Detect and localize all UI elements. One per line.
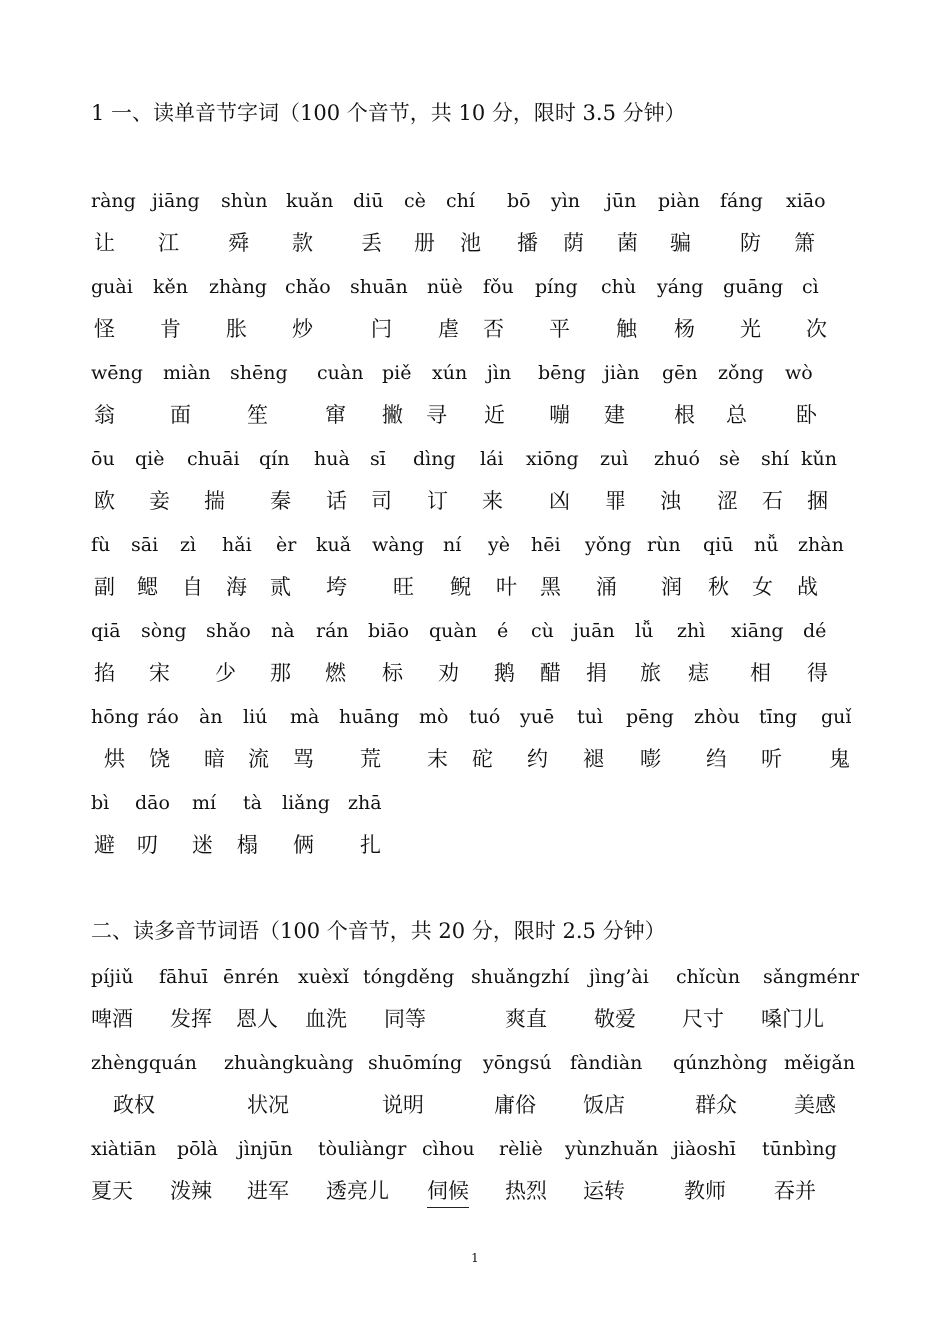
pinyin-syllable: kuǎ xyxy=(316,534,352,556)
pinyin-syllable: juān xyxy=(573,620,615,642)
pinyin-row xyxy=(0,444,950,474)
hanzi-character: 少 xyxy=(215,661,236,685)
pinyin-syllable: bō xyxy=(507,190,531,212)
pinyin-syllable: kǔn xyxy=(801,448,837,470)
pinyin-syllable: cè xyxy=(404,190,426,212)
hanzi-character: 黑 xyxy=(540,575,561,599)
hanzi-character: 叨 xyxy=(137,833,158,857)
pinyin-syllable: pōlà xyxy=(177,1138,219,1160)
pinyin-syllable: chí xyxy=(446,190,475,212)
pinyin-row xyxy=(0,1048,950,1078)
hanzi-character: 标 xyxy=(382,661,403,685)
pinyin-syllable: tòuliàngr xyxy=(318,1138,407,1160)
hanzi-character: 次 xyxy=(806,317,827,341)
pinyin-syllable: nà xyxy=(271,620,295,642)
hanzi-character: 垮 xyxy=(326,575,347,599)
hanzi-character: 揣 xyxy=(204,489,225,513)
hanzi-character: 迷 xyxy=(192,833,213,857)
hanzi-character: 款 xyxy=(292,231,313,255)
hanzi-character: 啤酒 xyxy=(91,1007,133,1031)
pinyin-syllable: cù xyxy=(531,620,554,642)
pinyin-syllable: èr xyxy=(276,534,297,556)
pinyin-row xyxy=(0,186,950,216)
hanzi-character: 话 xyxy=(326,489,347,513)
hanzi-row xyxy=(0,658,950,688)
pinyin-syllable: tuì xyxy=(577,706,603,728)
pinyin-syllable: sè xyxy=(719,448,740,470)
hanzi-character: 捆 xyxy=(807,489,828,513)
hanzi-row xyxy=(0,314,950,344)
hanzi-character: 群众 xyxy=(695,1093,737,1117)
pinyin-syllable: wàng xyxy=(372,534,424,556)
hanzi-character: 血洗 xyxy=(305,1007,347,1031)
pinyin-syllable: zhuó xyxy=(654,448,700,470)
hanzi-character: 政权 xyxy=(113,1093,155,1117)
pinyin-syllable: biāo xyxy=(368,620,410,642)
pinyin-syllable: huāng xyxy=(339,706,400,728)
hanzi-character: 尺寸 xyxy=(682,1007,724,1031)
pinyin-syllable: fǒu xyxy=(483,276,514,298)
pinyin-syllable: liú xyxy=(243,706,268,728)
hanzi-character: 运转 xyxy=(583,1179,625,1203)
pinyin-syllable: miàn xyxy=(163,362,211,384)
hanzi-character: 庸俗 xyxy=(494,1093,536,1117)
pinyin-syllable: zhòu xyxy=(694,706,740,728)
hanzi-character: 掐 xyxy=(94,661,115,685)
hanzi-character: 战 xyxy=(797,575,818,599)
pinyin-syllable: bì xyxy=(91,792,110,814)
pinyin-syllable: zhuàngkuàng xyxy=(224,1052,354,1074)
hanzi-character: 播 xyxy=(517,231,538,255)
pinyin-syllable: pēng xyxy=(626,706,674,728)
pinyin-syllable: wēng xyxy=(91,362,143,384)
hanzi-character: 状况 xyxy=(247,1093,289,1117)
hanzi-character: 平 xyxy=(549,317,570,341)
hanzi-character: 池 xyxy=(460,231,481,255)
pinyin-syllable: zuì xyxy=(600,448,629,470)
hanzi-character: 副 xyxy=(94,575,115,599)
hanzi-character: 寻 xyxy=(426,403,447,427)
pinyin-syllable: yōngsú xyxy=(483,1052,552,1074)
hanzi-character: 发挥 xyxy=(170,1007,212,1031)
pinyin-syllable: xuèxǐ xyxy=(298,966,349,988)
pinyin-syllable: mí xyxy=(192,792,217,814)
hanzi-character: 鲵 xyxy=(450,575,471,599)
hanzi-character: 总 xyxy=(726,403,747,427)
hanzi-character: 杨 xyxy=(674,317,695,341)
pinyin-syllable: quàn xyxy=(429,620,477,642)
hanzi-character: 根 xyxy=(674,403,695,427)
hanzi-character: 俩 xyxy=(293,833,314,857)
hanzi-character: 来 xyxy=(482,489,503,513)
page-number: 1 xyxy=(471,1251,479,1265)
pinyin-syllable: sòng xyxy=(141,620,187,642)
hanzi-character: 避 xyxy=(94,833,115,857)
pinyin-syllable: zì xyxy=(180,534,197,556)
hanzi-character: 闩 xyxy=(371,317,392,341)
pinyin-syllable: é xyxy=(497,620,509,642)
pinyin-syllable: àn xyxy=(199,706,223,728)
hanzi-character: 卧 xyxy=(796,403,817,427)
pinyin-syllable: guài xyxy=(91,276,133,298)
pinyin-row xyxy=(0,358,950,388)
pinyin-syllable: mò xyxy=(419,706,449,728)
hanzi-character: 笙 xyxy=(247,403,268,427)
hanzi-character: 防 xyxy=(740,231,761,255)
hanzi-character: 旅 xyxy=(640,661,661,685)
pinyin-syllable: měigǎn xyxy=(784,1052,856,1074)
pinyin-syllable: nǚ xyxy=(754,534,779,556)
pinyin-syllable: xiōng xyxy=(526,448,579,470)
pinyin-row xyxy=(0,702,950,732)
pinyin-syllable: zǒng xyxy=(718,362,764,384)
pinyin-syllable: shuǎngzhí xyxy=(471,966,570,988)
hanzi-character: 相 xyxy=(750,661,771,685)
hanzi-row xyxy=(0,486,950,516)
hanzi-character: 鳃 xyxy=(137,575,158,599)
pinyin-syllable: tūnbìng xyxy=(762,1138,837,1160)
pinyin-row xyxy=(0,1134,950,1164)
hanzi-character: 痣 xyxy=(688,661,709,685)
hanzi-character: 嗓门儿 xyxy=(761,1007,824,1031)
hanzi-character: 砣 xyxy=(472,747,493,771)
pinyin-syllable: fáng xyxy=(720,190,763,212)
pinyin-syllable: yìn xyxy=(551,190,581,212)
pinyin-syllable: hōng xyxy=(91,706,140,728)
pinyin-syllable: wò xyxy=(785,362,813,384)
hanzi-character: 约 xyxy=(527,747,548,771)
hanzi-row xyxy=(0,1090,950,1120)
hanzi-character: 涩 xyxy=(717,489,738,513)
hanzi-character: 同等 xyxy=(384,1007,426,1031)
pinyin-syllable: chuāi xyxy=(187,448,240,470)
pinyin-syllable: ōu xyxy=(91,448,115,470)
pinyin-syllable: zhàng xyxy=(209,276,267,298)
hanzi-character: 海 xyxy=(226,575,247,599)
hanzi-character: 夏天 xyxy=(91,1179,133,1203)
hanzi-character: 敬爱 xyxy=(594,1007,636,1031)
hanzi-character: 司 xyxy=(371,489,392,513)
pinyin-syllable: xiàtiān xyxy=(91,1138,157,1160)
pinyin-syllable: xiāo xyxy=(786,190,826,212)
hanzi-character: 近 xyxy=(484,403,505,427)
pinyin-syllable: cìhou xyxy=(422,1138,475,1160)
hanzi-character: 褪 xyxy=(583,747,604,771)
hanzi-character: 罪 xyxy=(605,489,626,513)
section-two-heading: 二、读多音节词语（100 个音节，共 20 分，限时 2.5 分钟） xyxy=(91,919,666,943)
pinyin-syllable: jūn xyxy=(606,190,637,212)
hanzi-row xyxy=(0,1176,950,1206)
hanzi-character: 透亮儿 xyxy=(326,1179,389,1203)
hanzi-character: 浊 xyxy=(660,489,681,513)
hanzi-character: 凶 xyxy=(549,489,570,513)
pinyin-syllable: jiāng xyxy=(152,190,200,212)
pinyin-syllable: nüè xyxy=(427,276,463,298)
hanzi-character: 炒 xyxy=(292,317,313,341)
hanzi-character: 流 xyxy=(248,747,269,771)
pinyin-syllable: zhàn xyxy=(798,534,844,556)
pinyin-syllable: píng xyxy=(535,276,578,298)
pinyin-syllable: jìnjūn xyxy=(238,1138,293,1160)
pinyin-syllable: rèliè xyxy=(499,1138,543,1160)
hanzi-character: 荒 xyxy=(360,747,381,771)
pinyin-syllable: cuàn xyxy=(317,362,364,384)
pinyin-row xyxy=(0,530,950,560)
pinyin-syllable: fāhuī xyxy=(159,966,208,988)
pinyin-syllable: jìng’ài xyxy=(589,966,649,988)
pinyin-syllable: jìn xyxy=(487,362,512,384)
pinyin-syllable: jiàoshī xyxy=(673,1138,736,1160)
hanzi-character: 得 xyxy=(807,661,828,685)
hanzi-character: 热烈 xyxy=(505,1179,547,1203)
pinyin-syllable: jiàn xyxy=(604,362,640,384)
pinyin-syllable: bēng xyxy=(538,362,586,384)
hanzi-character: 醋 xyxy=(540,661,561,685)
pinyin-syllable: shí xyxy=(761,448,790,470)
hanzi-character: 丢 xyxy=(361,231,382,255)
pinyin-syllable: qiā xyxy=(91,620,121,642)
hanzi-character: 女 xyxy=(752,575,773,599)
hanzi-character: 秦 xyxy=(270,489,291,513)
hanzi-character: 舜 xyxy=(228,231,249,255)
hanzi-character: 骗 xyxy=(670,231,691,255)
pinyin-syllable: píjiǔ xyxy=(91,966,134,988)
hanzi-row xyxy=(0,572,950,602)
hanzi-character: 撇 xyxy=(382,403,403,427)
pinyin-syllable: tuó xyxy=(469,706,501,728)
hanzi-character: 鹅 xyxy=(494,661,515,685)
pinyin-syllable: mà xyxy=(290,706,320,728)
hanzi-character: 叶 xyxy=(496,575,517,599)
pinyin-syllable: piě xyxy=(382,362,412,384)
pinyin-syllable: xún xyxy=(432,362,468,384)
pinyin-syllable: rùn xyxy=(647,534,681,556)
hanzi-row xyxy=(0,400,950,430)
pinyin-syllable: shēng xyxy=(230,362,288,384)
hanzi-character: 饭店 xyxy=(583,1093,625,1117)
hanzi-character: 烘 xyxy=(104,747,125,771)
hanzi-character: 榻 xyxy=(237,833,258,857)
hanzi-character: 暗 xyxy=(204,747,225,771)
hanzi-character: 秋 xyxy=(708,575,729,599)
hanzi-row xyxy=(0,228,950,258)
pinyin-syllable: qúnzhòng xyxy=(673,1052,768,1074)
hanzi-character: 荫 xyxy=(563,231,584,255)
pinyin-syllable: zhèngquán xyxy=(91,1052,197,1074)
pinyin-syllable: dāo xyxy=(135,792,170,814)
pinyin-syllable: sāi xyxy=(131,534,159,556)
hanzi-character: 虐 xyxy=(438,317,459,341)
pinyin-syllable: tà xyxy=(243,792,262,814)
hanzi-character: 江 xyxy=(158,231,179,255)
section-one-heading: 1 一、读单音节字词（100 个音节，共 10 分，限时 3.5 分钟） xyxy=(91,101,686,125)
hanzi-character: 否 xyxy=(483,317,504,341)
pinyin-syllable: qiū xyxy=(703,534,734,556)
pinyin-syllable: zhā xyxy=(348,792,382,814)
hanzi-character: 光 xyxy=(740,317,761,341)
pinyin-syllable: hēi xyxy=(531,534,561,556)
pinyin-syllable: yùnzhuǎn xyxy=(565,1138,659,1160)
hanzi-character: 扎 xyxy=(360,833,381,857)
pinyin-syllable: kěn xyxy=(153,276,188,298)
hanzi-character: 肯 xyxy=(160,317,181,341)
hanzi-character: 胀 xyxy=(226,317,247,341)
pinyin-syllable: cì xyxy=(802,276,819,298)
hanzi-character: 吞并 xyxy=(774,1179,816,1203)
hanzi-character: 泼辣 xyxy=(170,1179,212,1203)
pinyin-syllable: ní xyxy=(443,534,462,556)
pinyin-syllable: gēn xyxy=(662,362,698,384)
hanzi-character: 末 xyxy=(427,747,448,771)
hanzi-character: 恩人 xyxy=(236,1007,278,1031)
hanzi-character: 旺 xyxy=(393,575,414,599)
hanzi-character: 怪 xyxy=(94,317,115,341)
hanzi-character: 捐 xyxy=(586,661,607,685)
pinyin-syllable: shuōmíng xyxy=(368,1052,463,1074)
hanzi-character: 美感 xyxy=(794,1093,836,1117)
pinyin-syllable: yuē xyxy=(520,706,555,728)
hanzi-character: 绉 xyxy=(706,747,727,771)
hanzi-character: 嘭 xyxy=(640,747,661,771)
pinyin-syllable: ráo xyxy=(147,706,179,728)
hanzi-character: 让 xyxy=(94,231,115,255)
pinyin-syllable: chǎo xyxy=(285,276,331,298)
pinyin-syllable: guǐ xyxy=(821,706,852,728)
hanzi-character: 妾 xyxy=(149,489,170,513)
hanzi-character: 订 xyxy=(427,489,448,513)
pinyin-syllable: chù xyxy=(601,276,637,298)
pinyin-syllable: sǎngménr xyxy=(763,966,860,988)
pinyin-syllable: tóngděng xyxy=(363,966,455,988)
hanzi-character: 听 xyxy=(761,747,782,771)
pinyin-syllable: tīng xyxy=(759,706,798,728)
hanzi-character: 窜 xyxy=(325,403,346,427)
pinyin-syllable: fàndiàn xyxy=(570,1052,643,1074)
hanzi-character: 宋 xyxy=(149,661,170,685)
hanzi-character: 燃 xyxy=(325,661,346,685)
hanzi-character: 册 xyxy=(414,231,435,255)
pinyin-syllable: sī xyxy=(370,448,386,470)
hanzi-character: 石 xyxy=(762,489,783,513)
pinyin-syllable: fù xyxy=(91,534,111,556)
hanzi-character: 劝 xyxy=(438,661,459,685)
pinyin-row xyxy=(0,272,950,302)
pinyin-syllable: xiāng xyxy=(731,620,784,642)
pinyin-row xyxy=(0,962,950,992)
pinyin-syllable: shǎo xyxy=(206,620,251,642)
pinyin-syllable: huà xyxy=(314,448,350,470)
hanzi-character: 贰 xyxy=(270,575,291,599)
hanzi-character: 润 xyxy=(661,575,682,599)
hanzi-character: 骂 xyxy=(293,747,314,771)
pinyin-syllable: qín xyxy=(259,448,290,470)
hanzi-character: 伺候 xyxy=(427,1176,469,1208)
pinyin-syllable: lǚ xyxy=(635,620,654,642)
hanzi-character: 箫 xyxy=(794,231,815,255)
hanzi-character: 建 xyxy=(604,403,625,427)
pinyin-syllable: lái xyxy=(480,448,504,470)
hanzi-character: 欧 xyxy=(94,489,115,513)
pinyin-syllable: diū xyxy=(353,190,384,212)
hanzi-character: 进军 xyxy=(247,1179,289,1203)
hanzi-character: 菌 xyxy=(617,231,638,255)
hanzi-character: 教师 xyxy=(684,1179,726,1203)
hanzi-row xyxy=(0,1004,950,1034)
hanzi-row xyxy=(0,744,950,774)
hanzi-character: 涌 xyxy=(596,575,617,599)
hanzi-character: 翁 xyxy=(94,403,115,427)
pinyin-syllable: zhì xyxy=(677,620,706,642)
hanzi-character: 面 xyxy=(170,403,191,427)
pinyin-syllable: yáng xyxy=(657,276,704,298)
pinyin-syllable: ràng xyxy=(91,190,136,212)
hanzi-character: 爽直 xyxy=(505,1007,547,1031)
hanzi-character: 说明 xyxy=(382,1093,424,1117)
pinyin-syllable: chǐcùn xyxy=(676,966,741,988)
hanzi-character: 触 xyxy=(616,317,637,341)
pinyin-syllable: yè xyxy=(488,534,510,556)
pinyin-syllable: ēnrén xyxy=(223,966,280,988)
hanzi-character: 自 xyxy=(182,575,203,599)
pinyin-syllable: guāng xyxy=(723,276,784,298)
hanzi-character: 那 xyxy=(270,661,291,685)
pinyin-syllable: hǎi xyxy=(222,534,252,556)
pinyin-syllable: qiè xyxy=(135,448,165,470)
pinyin-syllable: yǒng xyxy=(585,534,632,556)
hanzi-row xyxy=(0,830,950,860)
pinyin-syllable: shùn xyxy=(221,190,268,212)
hanzi-character: 嘣 xyxy=(549,403,570,427)
pinyin-syllable: dìng xyxy=(413,448,456,470)
pinyin-row xyxy=(0,616,950,646)
pinyin-syllable: liǎng xyxy=(282,792,330,814)
hanzi-character: 饶 xyxy=(149,747,170,771)
pinyin-syllable: kuǎn xyxy=(286,190,334,212)
pinyin-syllable: rán xyxy=(316,620,349,642)
pinyin-syllable: shuān xyxy=(350,276,408,298)
pinyin-syllable: piàn xyxy=(658,190,700,212)
hanzi-character: 鬼 xyxy=(829,747,850,771)
pinyin-row xyxy=(0,788,950,818)
pinyin-syllable: dé xyxy=(803,620,827,642)
